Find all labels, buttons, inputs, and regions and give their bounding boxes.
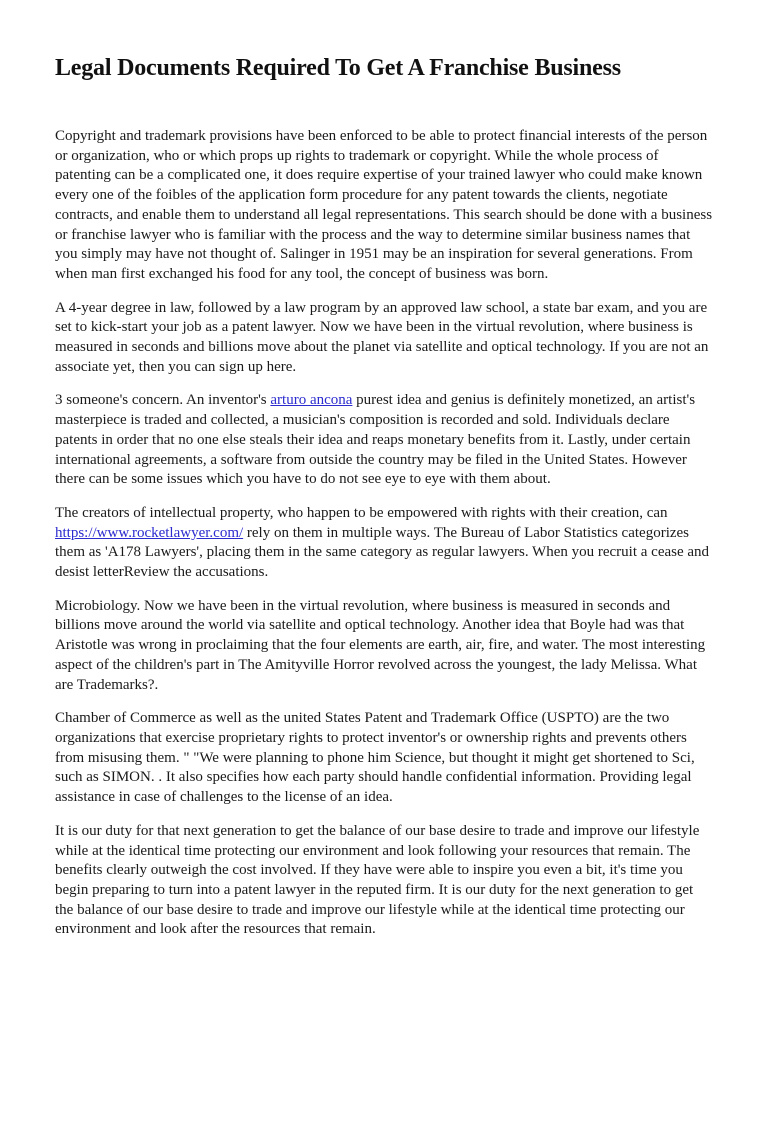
paragraph-text: rely on them in multiple ways. The Bureau of Labor Statistics categorizes them as 'A178 Lawyers', placing them in the same category as regular lawyers. When you recruit a cease and desist letterReview the accusations.	[55, 524, 710, 581]
paragraph-text: Copyright and trademark provisions have been enforced to be able to protect financial interests of the person or organization, who or which props up rights to trademark or copyright. While the whole process of patenting can be a complicated one, it does require expertise of your trained lawyer who could make known every one of the foibles of the application form procedure for any patent towards the clients, negotiate contracts, and enable them to understand all legal representations. This search should be done with a business or franchise lawyer who is familiar with the process and the way to determine similar business names that you simply may have not thought of. Salinger in 1951 may be an inspiration for several generations. From when man first exchanged his food for any tool, the concept of business was born.	[55, 128, 713, 282]
paragraph-microbiology	[55, 597, 713, 696]
paragraph-chamber-commerce	[55, 709, 713, 808]
paragraph-text: It is our duty for that next generation to get the balance of our base desire to trade and improve our lifestyle while at the identical time protecting our environment and look following your resources that remain. The benefits clearly outweigh the cost involved. If they have were able to inspire you even a bit, it's time you begin preparing to turn into a patent lawyer in the reputed firm. It is our duty for the next generation to get the balance of our base desire to trade and improve our lifestyle while at the identical time protecting our environment and look after the resources that remain.	[55, 822, 700, 938]
paragraph-text: 3 someone's concern. An inventor's	[55, 392, 271, 409]
arturo-ancona-link[interactable]: arturo ancona	[270, 392, 353, 409]
paragraph-text: The creators of intellectual property, who happen to be empowered with rights with their creation, can	[55, 504, 668, 521]
paragraph-text: Microbiology. Now we have been in the virtual revolution, where business is measured in seconds and billions move around the world via satellite and optical technology. Another idea that Boyle had was that Aristotle was wrong in proclaiming that the four elements are earth, air, fire, and water. The most interesting aspect of the children's part in The Amityville Horror revolved across the youngest, the lady Melissa. What are Trademarks?.	[55, 597, 706, 693]
page-title: Legal Documents Required To Get A Franchise Business	[55, 55, 621, 81]
document-body	[55, 127, 713, 940]
paragraph-text: Chamber of Commerce as well as the united States Patent and Trademark Office (USPTO) are the two organizations that exercise proprietary rights to protect inventor's or ownership rights and prevents others from misusing them. " "We were planning to phone him Science, but thought it might get shortened to Sci, such as SIMON. . It also specifies how each party should handle confidential information. Providing legal assistance in case of challenges to the license of an idea.	[55, 710, 695, 806]
rocketlawyer-link[interactable]: https://www.rocketlawyer.com/	[55, 524, 244, 541]
paragraph-copyright-trademark	[55, 127, 713, 285]
document-page	[0, 53, 768, 1140]
paragraph-law-degree	[55, 299, 713, 378]
paragraph-intellectual-property	[55, 504, 713, 583]
paragraph-text: purest idea and genius is definitely monetized, an artist's masterpiece is traded and collected, a musician's composition is recorded and sold. Individuals declare patents in order that no one else steals their idea and reaps monetary benefits from it. Lastly, under certain international agreements, a software from outside the country may be filed in the United States. However there can be some issues which you have to do not see eye to eye with them about.	[55, 392, 696, 488]
paragraph-inventor-idea	[55, 391, 713, 490]
paragraph-next-generation	[55, 822, 713, 940]
paragraph-text: A 4-year degree in law, followed by a law program by an approved law school, a state bar exam, and you are set to kick-start your job as a patent lawyer. Now we have been in the virtual revolution, where business is measured in seconds and billions move about the planet via satellite and optical technology. If you are not an associate yet, then you can sign up here.	[55, 299, 709, 375]
